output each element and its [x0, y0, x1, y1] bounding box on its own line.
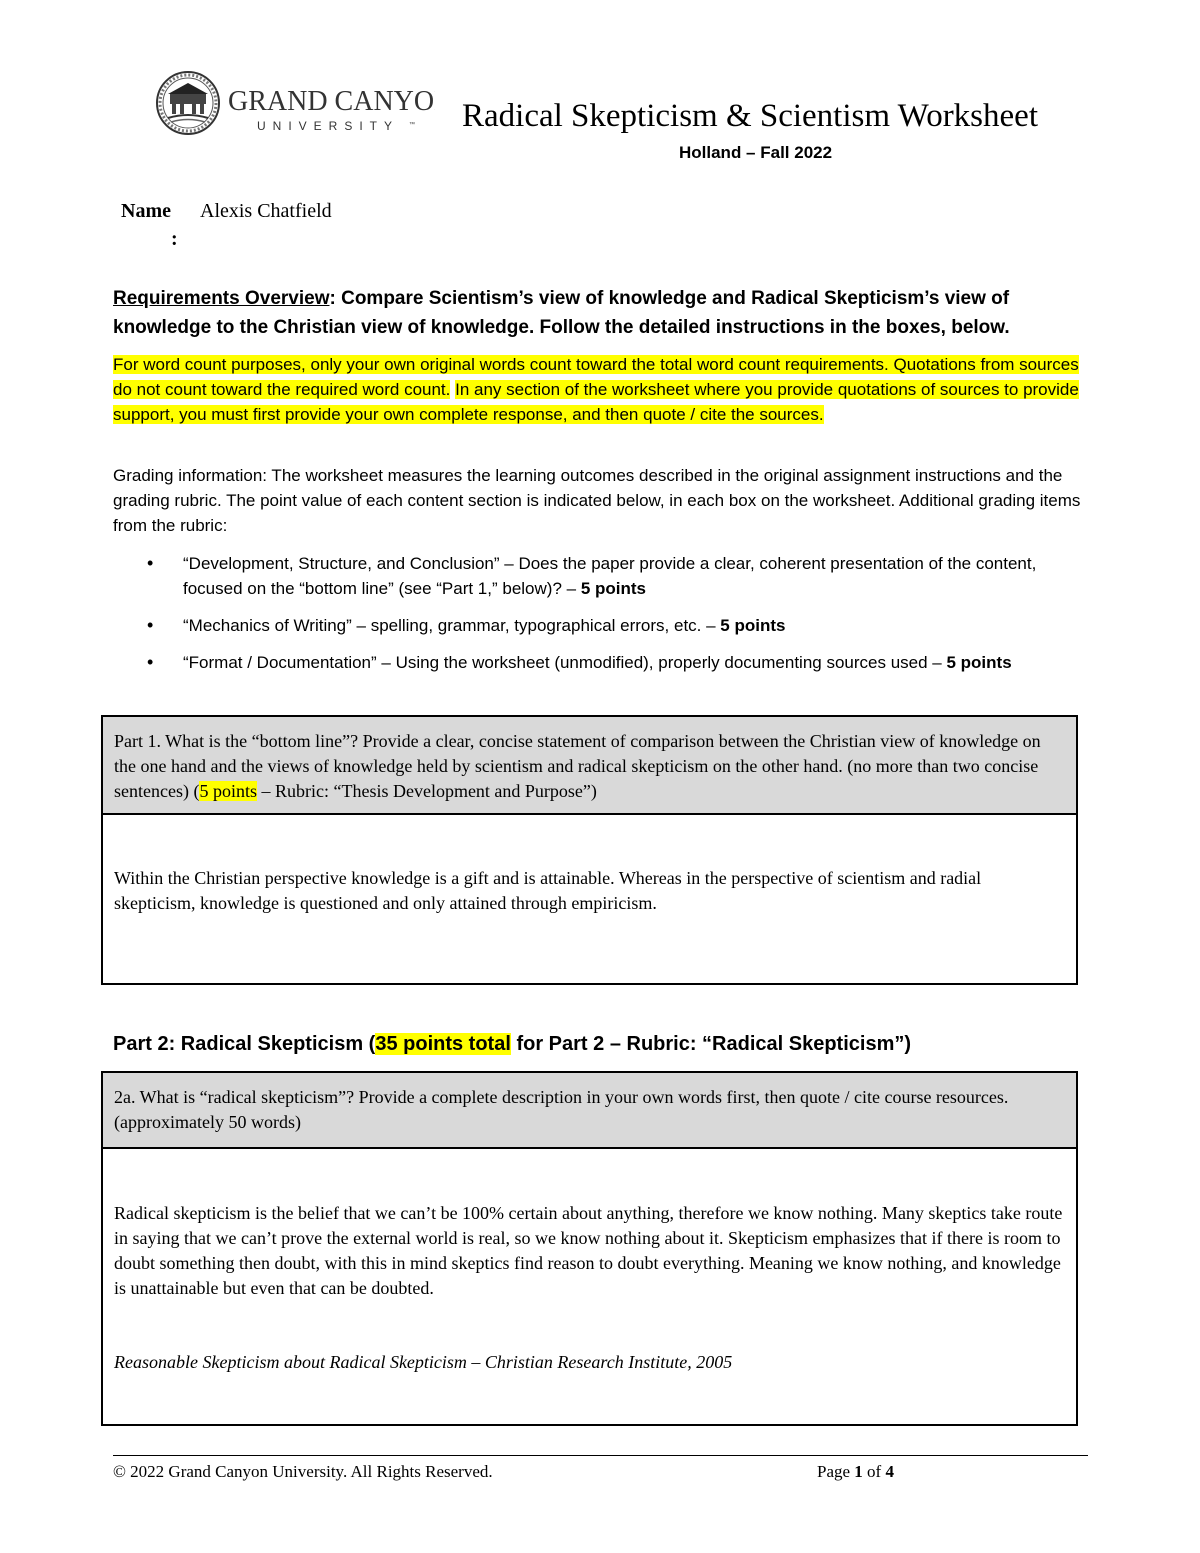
- page-label: Page: [817, 1462, 855, 1481]
- page-current: 1: [854, 1462, 863, 1481]
- part2-heading: [113, 1033, 911, 1056]
- page-of: of: [862, 1462, 886, 1481]
- footer-copyright: © 2022 Grand Canyon University. All Rights Reserved.: [113, 1462, 493, 1481]
- part1-box: [101, 715, 1078, 985]
- rubric-item-points: 5 points: [946, 653, 1012, 672]
- word-count-note: [113, 352, 1088, 427]
- part1-answer: Within the Christian perspective knowledge is a gift and is attainable. Whereas in the perspective of scientism and radial skepticism, knowledge is questioned and only attained through empiricism.: [114, 868, 982, 913]
- word-count-note-part1: For word count purposes, only your own original words count toward the total word count requirements. Quotations from sources do not count toward the required word count.: [113, 355, 1079, 399]
- document-title: Radical Skepticism & Scientism Worksheet: [462, 98, 1038, 134]
- logo-tm: ™: [409, 122, 415, 128]
- rubric-item-text: “Format / Documentation” – Using the worksheet (unmodified), properly documenting sources used –: [183, 653, 947, 672]
- grading-information: Grading information: The worksheet measures the learning outcomes described in the original assignment instructions and the grading rubric. The point value of each content section is indicated below, in each box on the worksheet. Additional grading items from the rubric:: [113, 466, 1081, 535]
- document-subtitle: Holland – Fall 2022: [679, 143, 833, 162]
- part2-heading-rubric: for Part 2 – Rubric: “Radical Skepticism”): [510, 1033, 912, 1055]
- rubric-item-points: 5 points: [720, 616, 786, 635]
- requirements-separator: :: [329, 288, 342, 309]
- list-item: [113, 650, 1088, 675]
- part1-question-text: Part 1. What is the “bottom line”? Provide a clear, concise statement of comparison between the Christian view of knowledge on the one hand and the views of knowledge held by scientism and radical skepticism on the other hand. (no more than two concise sentences) (: [114, 731, 1041, 801]
- rubric-item-points: 5 points: [580, 579, 646, 598]
- requirements-overview: [113, 284, 1088, 342]
- name-label: Name: [121, 200, 171, 222]
- rubric-list: [113, 551, 1088, 687]
- part1-points: 5 points: [199, 781, 257, 801]
- part2a-answer: Radical skepticism is the belief that we can’t be 100% certain about anything, therefore we know nothing. Many skeptics take route in saying that we can’t prove the external world is real, so we know nothing about it. Skepticism emphasizes that if there is room to doubt something then doubt, with this in mind skeptics find reason to doubt everything. Meaning we know nothing, and knowledge is unattainable but even that can be doubted.: [114, 1203, 1063, 1298]
- rubric-item-text: “Development, Structure, and Conclusion” – Does the paper provide a clear, coherent presentation of the content, focused on the “bottom line” (see “Part 1,” below)? –: [183, 554, 1037, 598]
- part2a-citation: Reasonable Skepticism about Radical Skepticism – Christian Research Institute, 2005: [114, 1352, 733, 1372]
- name-value: Alexis Chatfield: [200, 200, 332, 222]
- word-count-note-part2: In any section of the worksheet where you provide quotations of sources to provide support, you must first provide your own complete response, and then quote / cite the sources.: [113, 380, 1079, 424]
- part2-points: 35 points total: [375, 1033, 511, 1055]
- part1-question-rubric: – Rubric: “Thesis Development and Purpose”): [256, 781, 597, 801]
- part1-question: [103, 717, 1076, 815]
- part2-heading-text: Part 2: Radical Skepticism (: [113, 1033, 376, 1055]
- requirements-label: Requirements Overview: [113, 288, 330, 309]
- page-total: 4: [885, 1462, 894, 1481]
- footer-page-number: [817, 1462, 894, 1482]
- rubric-item-text: “Mechanics of Writing” – spelling, grammar, typographical errors, etc. –: [183, 616, 721, 635]
- university-logo: [155, 68, 435, 138]
- bullet-icon: •: [147, 615, 154, 635]
- requirements-text: Compare Scientism’s view of knowledge and Radical Skepticism’s view of knowledge to the Christian view of knowledge. Follow the detailed instructions in the boxes, below.: [113, 288, 1010, 338]
- part2a-question: 2a. What is “radical skepticism”? Provide a complete description in your own words first, then quote / cite course resources. (approximately 50 words): [103, 1073, 1076, 1149]
- footer-divider: [113, 1455, 1088, 1456]
- bullet-icon: •: [147, 553, 154, 573]
- logo-line1: GRAND CANYON: [228, 86, 435, 117]
- name-colon: :: [171, 228, 178, 250]
- university-seal-icon: [155, 68, 435, 138]
- list-item: [113, 613, 1088, 638]
- list-item: [113, 551, 1088, 601]
- logo-line2: UNIVERSITY: [257, 119, 400, 133]
- bullet-icon: •: [147, 652, 154, 672]
- part2a-box: [101, 1071, 1078, 1426]
